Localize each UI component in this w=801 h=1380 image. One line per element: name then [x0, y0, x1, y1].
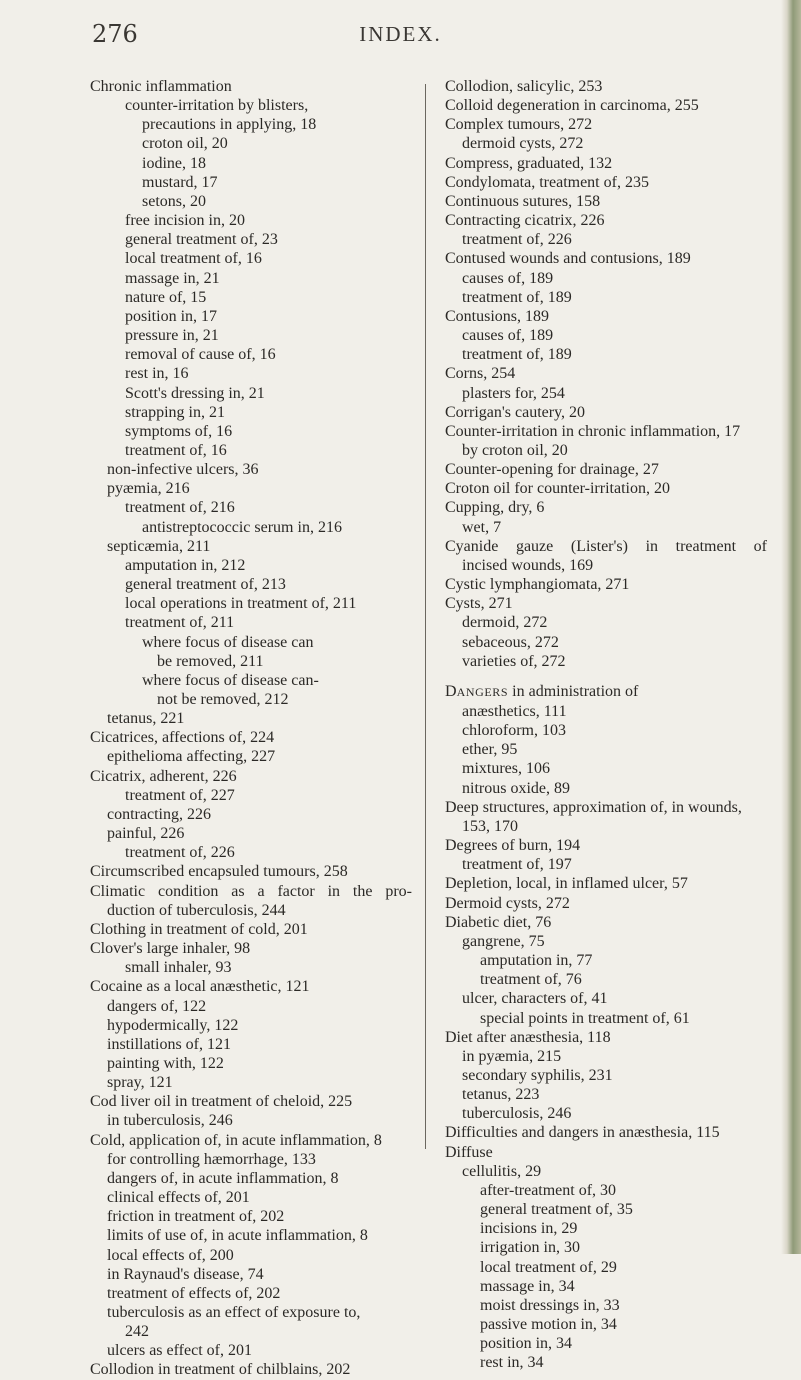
index-entry: treatment of, 216 — [125, 499, 235, 517]
index-entry: be removed, 211 — [157, 652, 264, 670]
index-entry: cellulitis, 29 — [462, 1162, 542, 1180]
index-entry: DANGERS in administration of — [445, 682, 639, 700]
index-entry: treatment of, 197 — [462, 856, 572, 874]
index-entry: tetanus, 223 — [462, 1086, 540, 1104]
index-entry: ulcers as effect of, 201 — [107, 1342, 252, 1360]
index-entry: amputation in, 212 — [125, 556, 246, 574]
index-entry: Cupping, dry, 6 — [445, 499, 545, 517]
index-entry: incisions in, 29 — [480, 1220, 578, 1238]
index-entry: croton oil, 20 — [142, 135, 228, 153]
index-entry: duction of tuberculosis, 244 — [107, 901, 286, 919]
index-entry: Circumscribed encapsuled tumours, 258 — [90, 863, 348, 881]
index-entry: antistreptococcic serum in, 216 — [142, 518, 342, 536]
index-entry: pressure in, 21 — [125, 327, 219, 345]
index-entry: removal of cause of, 16 — [125, 346, 276, 364]
index-entry: position in, 34 — [480, 1335, 573, 1353]
index-entry: precautions in applying, 18 — [142, 116, 317, 134]
index-entry: Compress, graduated, 132 — [445, 154, 613, 172]
index-entry: dermoid cysts, 272 — [462, 135, 584, 153]
index-entry: Corns, 254 — [445, 365, 516, 383]
index-entry: tuberculosis as an effect of exposure to, — [107, 1304, 361, 1321]
index-entry: Diabetic diet, 76 — [445, 913, 552, 931]
index-entry: amputation in, 77 — [480, 952, 593, 970]
index-entry: Continuous sutures, 158 — [445, 192, 601, 210]
index-entry: chloroform, 103 — [462, 722, 566, 740]
index-entry: Contusions, 189 — [445, 307, 550, 325]
index-entry: hypodermically, 122 — [107, 1016, 239, 1034]
index-entry: Collodion in treatment of chilblains, 202 — [90, 1361, 351, 1379]
index-entry: Dermoid cysts, 272 — [445, 894, 570, 912]
index-entry: local treatment of, 29 — [480, 1258, 617, 1276]
index-entry: Cyanide gauze (Lister's) in treatment of — [445, 537, 767, 555]
index-entry: irrigation in, 30 — [480, 1239, 580, 1257]
index-entry: non-infective ulcers, 36 — [107, 461, 259, 479]
running-head: INDEX. — [359, 22, 442, 46]
index-entry: varieties of, 272 — [462, 652, 566, 670]
index-entry: Degrees of burn, 194 — [445, 837, 581, 855]
index-entry: causes of, 189 — [462, 269, 554, 287]
index-entry: rest in, 16 — [125, 365, 189, 383]
index-entry: in tuberculosis, 246 — [107, 1112, 233, 1130]
index-entry: local operations in treatment of, 211 — [125, 595, 357, 613]
index-entry: dangers of, 122 — [107, 997, 207, 1015]
index-entry: where focus of disease can — [142, 633, 314, 651]
index-entry: by croton oil, 20 — [462, 441, 568, 459]
page-edge-shadow — [781, 0, 801, 1254]
index-entry: Deep structures, approximation of, in wounds, — [445, 798, 742, 816]
index-entry: 153, 170 — [462, 817, 518, 835]
index-entry: 242 — [125, 1323, 149, 1341]
index-entry: Contused wounds and contusions, 189 — [445, 250, 691, 268]
index-entry: free incision in, 20 — [125, 212, 245, 230]
index-entry: septicæmia, 211 — [107, 537, 211, 555]
index-entry: dermoid, 272 — [462, 614, 548, 632]
index-entry: nature of, 15 — [125, 288, 207, 306]
index-entry: Cod liver oil in treatment of cheloid, 225 — [90, 1093, 353, 1111]
index-entry: ether, 95 — [462, 741, 518, 759]
index-entry: counter-irritation by blisters, — [125, 97, 309, 115]
index-entry: incised wounds, 169 — [462, 556, 594, 574]
index-entry: Complex tumours, 272 — [445, 116, 593, 134]
index-entry: local treatment of, 16 — [125, 250, 262, 268]
index-entry: ulcer, characters of, 41 — [462, 990, 608, 1008]
index-entry: treatment of effects of, 202 — [107, 1284, 281, 1302]
index-entry: Cicatrix, adherent, 226 — [90, 767, 237, 785]
index-entry: painful, 226 — [107, 825, 185, 843]
index-entry: treatment of, 189 — [462, 288, 572, 306]
index-entry: strapping in, 21 — [125, 403, 225, 421]
index-entry: sebaceous, 272 — [462, 633, 559, 651]
index-entry: painting with, 122 — [107, 1054, 224, 1072]
index-entry: Counter-opening for drainage, 27 — [445, 461, 659, 479]
index-entry: moist dressings in, 33 — [480, 1296, 620, 1314]
index-entry: Diet after anæsthesia, 118 — [445, 1028, 611, 1046]
index-entry: friction in treatment of, 202 — [107, 1208, 285, 1226]
column-divider — [425, 84, 426, 1149]
index-entry: for controlling hæmorrhage, 133 — [107, 1150, 316, 1168]
index-entry: passive motion in, 34 — [480, 1316, 617, 1333]
index-entry: contracting, 226 — [107, 805, 211, 823]
index-entry: Contracting cicatrix, 226 — [445, 212, 605, 230]
index-section-gap — [445, 671, 767, 682]
index-entry: wet, 7 — [462, 518, 502, 536]
index-entry: anæsthetics, 111 — [462, 703, 567, 720]
index-entry: Difficulties and dangers in anæsthesia, 115 — [445, 1124, 720, 1142]
index-entry: limits of use of, in acute inflammation, 8 — [107, 1227, 368, 1245]
index-entry: Scott's dressing in, 21 — [125, 384, 265, 402]
index-entry: plasters for, 254 — [462, 384, 565, 402]
index-entry: local effects of, 200 — [107, 1246, 234, 1264]
index-entry: Clothing in treatment of cold, 201 — [90, 920, 308, 938]
index-entry: iodine, 18 — [142, 154, 206, 172]
index-entry: instillations of, 121 — [107, 1035, 231, 1053]
index-entry: not be removed, 212 — [157, 691, 289, 708]
index-entry: treatment of, 226 — [462, 231, 572, 249]
index-column-right — [445, 77, 767, 1372]
index-entry: Counter-irritation in chronic inflammation, 17 — [445, 422, 741, 440]
index-entry: secondary syphilis, 231 — [462, 1066, 613, 1084]
index-entry: position in, 17 — [125, 307, 218, 325]
index-entry: general treatment of, 23 — [125, 231, 278, 249]
index-entry: mustard, 17 — [142, 173, 218, 191]
index-entry: mixtures, 106 — [462, 760, 550, 778]
index-entry: pyæmia, 216 — [107, 480, 190, 498]
index-entry: Colloid degeneration in carcinoma, 255 — [445, 97, 699, 115]
index-entry: massage in, 34 — [480, 1277, 575, 1295]
index-entry: Cysts, 271 — [445, 595, 513, 613]
page-number: 276 — [92, 20, 138, 48]
index-entry: Cocaine as a local anæsthetic, 121 — [90, 978, 310, 996]
index-entry: Diffuse — [445, 1143, 493, 1161]
index-entry: Depletion, local, in inflamed ulcer, 57 — [445, 875, 688, 893]
index-entry: special points in treatment of, 61 — [480, 1009, 690, 1027]
index-entry: nitrous oxide, 89 — [462, 779, 570, 797]
index-entry: epithelioma affecting, 227 — [107, 748, 276, 766]
index-entry: treatment of, 76 — [480, 971, 582, 989]
index-entry: rest in, 34 — [480, 1354, 544, 1372]
index-entry: gangrene, 75 — [462, 932, 545, 950]
index-entry: setons, 20 — [142, 192, 206, 210]
index-entry: Condylomata, treatment of, 235 — [445, 173, 649, 191]
page-header — [0, 20, 760, 60]
index-entry: causes of, 189 — [462, 327, 554, 345]
index-entry: treatment of, 189 — [462, 346, 572, 364]
index-entry: Cicatrices, affections of, 224 — [90, 729, 275, 747]
index-entry: treatment of, 16 — [125, 441, 227, 459]
index-entry: Climatic condition as a factor in the pro- — [90, 882, 412, 900]
index-entry: in Raynaud's disease, 74 — [107, 1265, 264, 1283]
index-entry: dangers of, in acute inflammation, 8 — [107, 1169, 339, 1187]
index-entry: spray, 121 — [107, 1074, 173, 1092]
index-entry: tuberculosis, 246 — [462, 1105, 572, 1123]
index-entry: Chronic inflammation — [90, 78, 232, 95]
index-entry: Collodion, salicylic, 253 — [445, 78, 603, 95]
index-entry: Croton oil for counter-irritation, 20 — [445, 480, 670, 498]
index-entry: treatment of, 226 — [125, 844, 235, 862]
index-entry: where focus of disease can- — [142, 671, 319, 689]
index-entry: tetanus, 221 — [107, 710, 185, 728]
index-entry: in pyæmia, 215 — [462, 1047, 562, 1065]
index-entry: symptoms of, 16 — [125, 422, 233, 440]
index-entry: clinical effects of, 201 — [107, 1189, 250, 1207]
index-entry: Cystic lymphangiomata, 271 — [445, 576, 630, 594]
index-entry: general treatment of, 213 — [125, 576, 286, 594]
index-entry: general treatment of, 35 — [480, 1201, 633, 1219]
index-column-left — [90, 77, 412, 1380]
index-entry: treatment of, 227 — [125, 786, 235, 804]
index-entry: treatment of, 211 — [125, 614, 235, 632]
index-entry: Corrigan's cautery, 20 — [445, 403, 586, 421]
index-entry: massage in, 21 — [125, 269, 220, 287]
index-entry: after-treatment of, 30 — [480, 1181, 617, 1199]
index-entry: small inhaler, 93 — [125, 959, 232, 977]
index-entry: Cold, application of, in acute inflammation, 8 — [90, 1131, 382, 1149]
index-entry: Clover's large inhaler, 98 — [90, 940, 251, 958]
